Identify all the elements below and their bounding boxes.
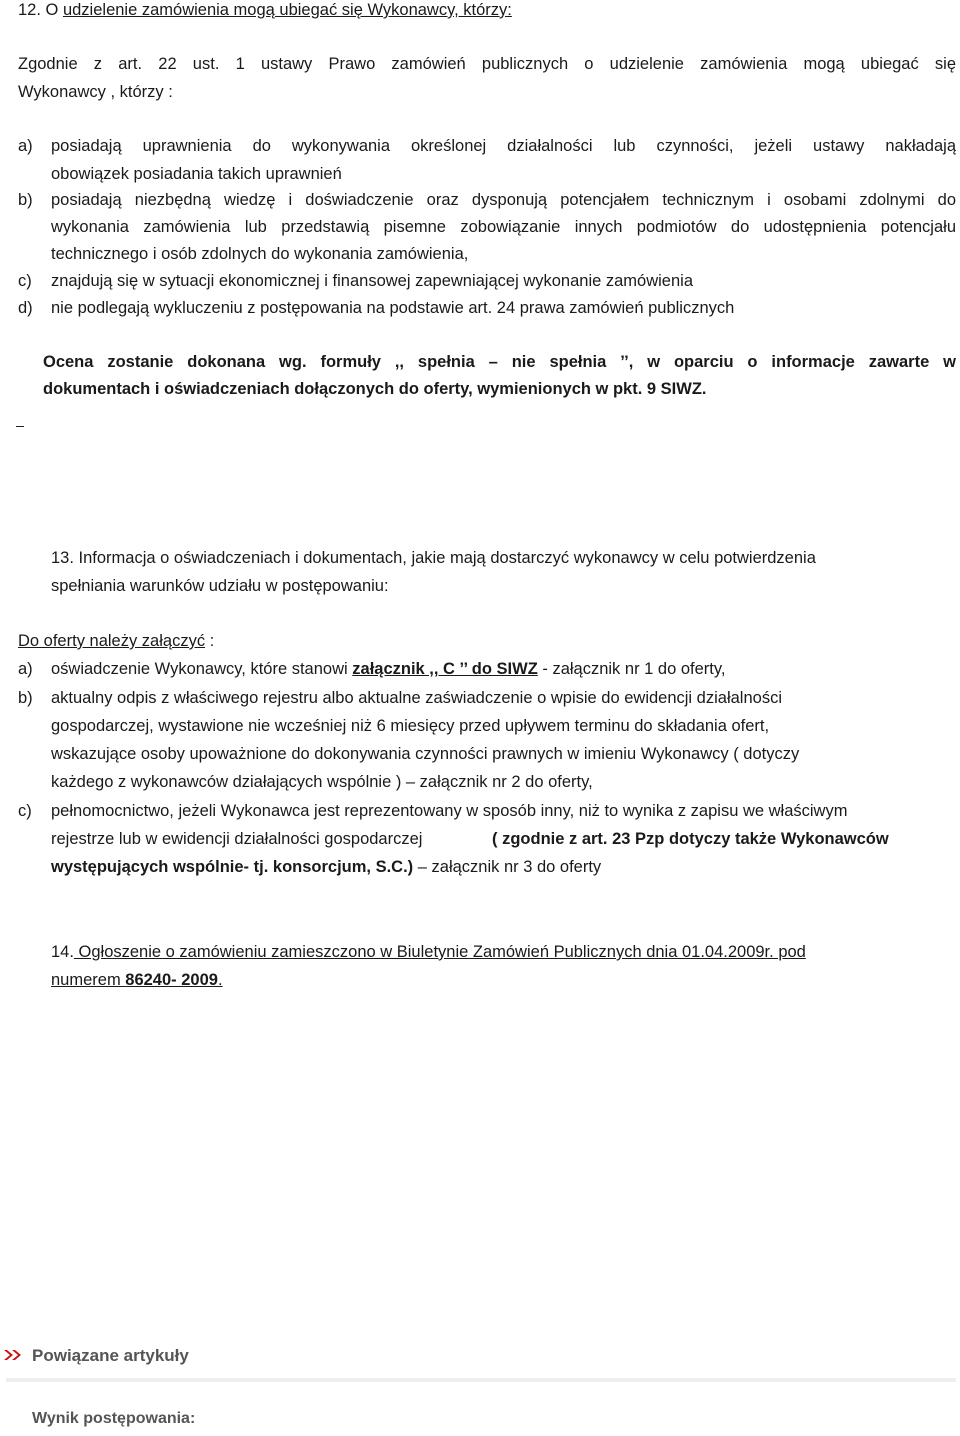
intro-line-1: Zgodnie z art. 22 ust. 1 ustawy Prawo zamówień publicznych o udzielenie zamówienia mogą ubiegać się [18, 55, 956, 73]
item-a-line-2: obowiązek posiadania takich uprawnień [51, 165, 342, 183]
assessment-line-2: dokumentach i oświadczeniach dołączonych do oferty, wymienionych w pkt. 9 SIWZ. [43, 380, 707, 398]
item-b-line-1: posiadają niezbędną wiedzę i doświadczenie oraz dysponują potencjałem technicznym i osobami zdolnymi do [51, 191, 956, 209]
doc-a-line: oświadczenie Wykonawcy, które stanowi załącznik ,, C ’’ do SIWZ - załącznik nr 1 do oferty, [51, 660, 726, 678]
section-14-line-1: 14. Ogłoszenie o zamówieniu zamieszczono w Biuletynie Zamówień Publicznych dnia 01.04.2009r. pod [51, 943, 806, 961]
result-label: Wynik postępowania: [32, 1410, 196, 1427]
doc-b-line-1: aktualny odpis z właściwego rejestru albo aktualne zaświadczenie o wpisie do ewidencji działalności [51, 689, 782, 707]
section-14-line-2: numerem 86240- 2009. [51, 971, 223, 989]
doc-c-line-2-bold: ( zgodnie z art. 23 Pzp dotyczy także Wykonawców [492, 830, 889, 848]
item-b-line-3: technicznego i osób zdolnych do wykonania zamówienia, [51, 245, 469, 263]
assessment-line-1: Ocena zostanie dokonana wg. formuły ,, spełnia – nie spełnia ’’, w oparciu o informacje zawarte w [43, 353, 956, 371]
double-arrow-icon [4, 1349, 24, 1361]
doc-c-line-2-normal: rejestrze lub w ewidencji działalności gospodarczej [51, 830, 423, 848]
doc-c-line-3: występujących wspólnie- tj. konsorcjum, S.C.) – załącznik nr 3 do oferty [51, 858, 602, 876]
doc-b-line-4: każdego z wykonawców działających wspólnie ) – załącznik nr 2 do oferty, [51, 773, 593, 791]
attach-heading: Do oferty należy załączyć : [18, 632, 215, 650]
item-c-label: c) [18, 272, 32, 290]
doc-c-label: c) [18, 802, 32, 820]
section-13-heading-line-1: 13. Informacja o oświadczeniach i dokumentach, jakie mają dostarczyć wykonawcy w celu potwierdzenia [51, 549, 816, 567]
intro-line-2: Wykonawcy , którzy : [18, 83, 173, 101]
item-c-line-1: znajdują się w sytuacji ekonomicznej i finansowej zapewniającej wykonanie zamówienia [51, 272, 694, 290]
doc-b-line-2: gospodarczej, wystawione nie wcześniej niż 6 miesięcy przed upływem terminu do składania ofert, [51, 717, 770, 735]
doc-b-label: b) [18, 689, 33, 707]
item-b-line-2: wykonania zamówienia lub przedstawią pisemne zobowiązanie innych podmiotów do udostępnienia potencjału [51, 218, 956, 236]
item-d-label: d) [18, 299, 33, 317]
item-a-line-1: posiadają uprawnienia do wykonywania określonej działalności lub czynności, jeżeli ustawy nakładają [51, 137, 956, 155]
doc-a-label: a) [18, 660, 33, 678]
item-b-label: b) [18, 191, 33, 209]
doc-c-line-1: pełnomocnictwo, jeżeli Wykonawca jest reprezentowany w sposób inny, niż to wynika z zapisu we właściwym [51, 802, 848, 820]
section-13-heading-line-2: spełniania warunków udziału w postępowaniu: [51, 577, 389, 595]
related-articles-link[interactable]: Powiązane artykuły [32, 1346, 189, 1365]
section-12-heading-underlined: udzielenie zamówienia mogą ubiegać się Wykonawcy, którzy: [62, 1, 512, 19]
dash-mark [16, 426, 24, 427]
item-a-label: a) [18, 137, 33, 155]
doc-b-line-3: wskazujące osoby upoważnione do dokonywania czynności prawnych w imieniu Wykonawcy ( dotyczy [51, 745, 800, 763]
item-d-line-1: nie podlegają wykluczeniu z postępowania na podstawie art. 24 prawa zamówień publicznych [51, 299, 735, 317]
section-12-heading: 12. O udzielenie zamówienia mogą ubiegać się Wykonawcy, którzy: [18, 1, 512, 19]
divider [6, 1378, 956, 1382]
